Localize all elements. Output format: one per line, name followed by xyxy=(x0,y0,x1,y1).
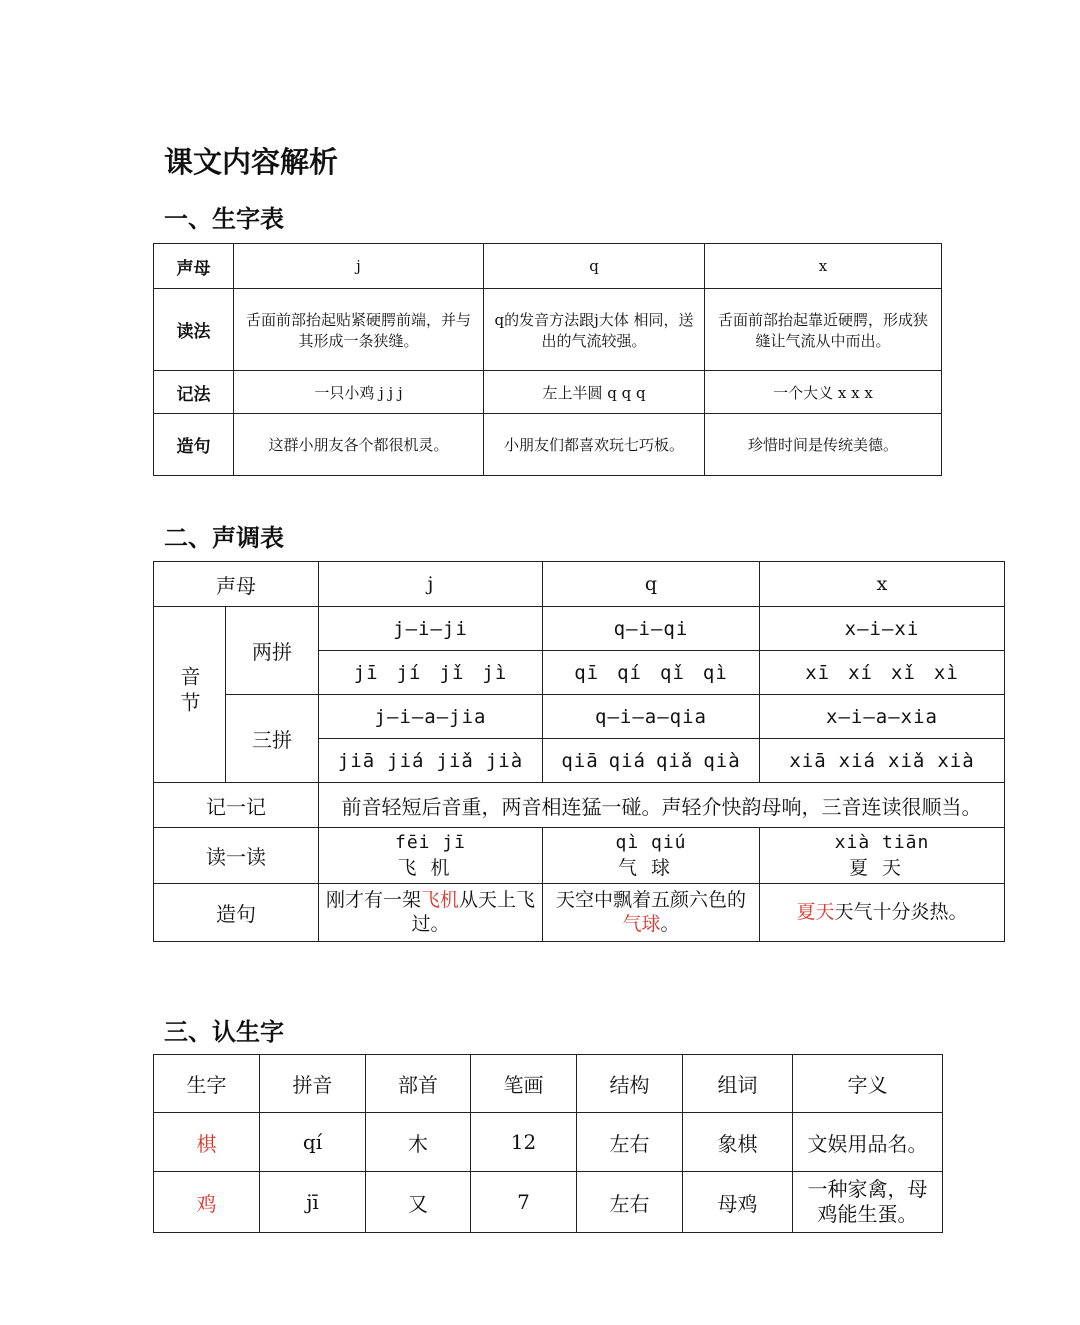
strokes-cell: 12 xyxy=(471,1113,577,1172)
meaning-cell: 文娱用品名。 xyxy=(793,1113,943,1172)
column-header: 拼音 xyxy=(260,1055,366,1113)
pinyin-cell: qí xyxy=(260,1113,366,1172)
formula-cell: x—i—a—xia xyxy=(760,695,1005,739)
sentence-cell: 夏天天气十分炎热。 xyxy=(760,884,1005,942)
row-label: 记法 xyxy=(154,371,234,414)
structure-cell: 左右 xyxy=(577,1113,683,1172)
memory-cell: 左上半圆 q q q xyxy=(484,371,705,414)
three-part-label: 三拼 xyxy=(226,695,319,783)
formula-cell: q—i—a—qia xyxy=(543,695,760,739)
page-title: 课文内容解析 xyxy=(164,145,339,179)
strokes-cell: 7 xyxy=(471,1172,577,1233)
row-label: 记一记 xyxy=(154,783,319,828)
vocabulary-table xyxy=(153,243,942,476)
pronunciation-cell: 舌面前部抬起靠近硬腭，形成狭缝让气流从中而出。 xyxy=(705,289,942,371)
pinyin-cell: jī xyxy=(260,1172,366,1233)
column-header: 生字 xyxy=(154,1055,260,1113)
row-label: 读法 xyxy=(154,289,234,371)
characters-table xyxy=(153,1054,943,1233)
structure-cell: 左右 xyxy=(577,1172,683,1233)
tones-cell: xiā xiá xiǎ xià xyxy=(760,739,1005,783)
column-header: 字义 xyxy=(793,1055,943,1113)
table-row xyxy=(154,371,942,414)
letter-cell: j xyxy=(234,244,484,289)
table-row xyxy=(154,695,1005,739)
radical-cell: 又 xyxy=(366,1172,471,1233)
table-row xyxy=(154,1055,943,1113)
sentence-cell: 这群小朋友各个都很机灵。 xyxy=(234,414,484,476)
pronunciation-cell: 舌面前部抬起贴紧硬腭前端，并与其形成一条狭缝。 xyxy=(234,289,484,371)
character-cell: 棋 xyxy=(154,1113,260,1172)
rhyme-cell: 前音轻短后音重，两音相连猛一碰。声轻介快韵母响，三音连读很顺当。 xyxy=(319,783,1005,828)
sentence-cell: 小朋友们都喜欢玩七巧板。 xyxy=(484,414,705,476)
meaning-cell: 一种家禽，母鸡能生蛋。 xyxy=(793,1172,943,1233)
two-part-label: 两拼 xyxy=(226,607,319,695)
formula-cell: q—i—qi xyxy=(543,607,760,651)
tones-table xyxy=(153,561,1005,942)
tones-cell: qī qí qǐ qì xyxy=(543,651,760,695)
section-title-vocabulary: 一、生字表 xyxy=(164,205,284,233)
section-title-tones: 二、声调表 xyxy=(164,524,284,552)
character-cell: 鸡 xyxy=(154,1172,260,1233)
formula-cell: x—i—xi xyxy=(760,607,1005,651)
table-row xyxy=(154,1172,943,1233)
letter-cell: j xyxy=(319,562,543,607)
table-row xyxy=(154,1113,943,1172)
column-header: 结构 xyxy=(577,1055,683,1113)
formula-cell: j—i—a—jia xyxy=(319,695,543,739)
letter-cell: x xyxy=(760,562,1005,607)
memory-cell: 一只小鸡 j j j xyxy=(234,371,484,414)
tones-cell: qiā qiá qiǎ qià xyxy=(543,739,760,783)
formula-cell: j—i—ji xyxy=(319,607,543,651)
column-header: 笔画 xyxy=(471,1055,577,1113)
syllable-label: 音节 xyxy=(154,607,226,783)
read-word-cell: qì qiú 气球 xyxy=(543,828,760,884)
table-row xyxy=(154,562,1005,607)
table-row xyxy=(154,607,1005,651)
sentence-cell: 天空中飘着五颜六色的气球。 xyxy=(543,884,760,942)
memory-cell: 一个大义 x x x xyxy=(705,371,942,414)
sentence-cell: 珍惜时间是传统美德。 xyxy=(705,414,942,476)
table-row xyxy=(154,884,1005,942)
table-row xyxy=(154,244,942,289)
table-row xyxy=(154,289,942,371)
column-header: 组词 xyxy=(683,1055,793,1113)
table-row xyxy=(154,783,1005,828)
word-cell: 象棋 xyxy=(683,1113,793,1172)
radical-cell: 木 xyxy=(366,1113,471,1172)
row-label: 声母 xyxy=(154,244,234,289)
row-label: 读一读 xyxy=(154,828,319,884)
word-cell: 母鸡 xyxy=(683,1172,793,1233)
read-word-cell: fēi jī 飞机 xyxy=(319,828,543,884)
letter-cell: q xyxy=(484,244,705,289)
tones-cell: jī jí jǐ jì xyxy=(319,651,543,695)
letter-cell: q xyxy=(543,562,760,607)
read-word-cell: xià tiān 夏天 xyxy=(760,828,1005,884)
row-label: 造句 xyxy=(154,414,234,476)
table-row xyxy=(154,414,942,476)
pronunciation-cell: q的发音方法跟j大体 相同，送出的气流较强。 xyxy=(484,289,705,371)
column-header: 部首 xyxy=(366,1055,471,1113)
sentence-cell: 刚才有一架飞机从天上飞过。 xyxy=(319,884,543,942)
letter-cell: x xyxy=(705,244,942,289)
table-row xyxy=(154,828,1005,884)
tones-cell: xī xí xǐ xì xyxy=(760,651,1005,695)
section-title-characters: 三、认生字 xyxy=(164,1018,284,1046)
row-label: 声母 xyxy=(154,562,319,607)
tones-cell: jiā jiá jiǎ jià xyxy=(319,739,543,783)
row-label: 造句 xyxy=(154,884,319,942)
